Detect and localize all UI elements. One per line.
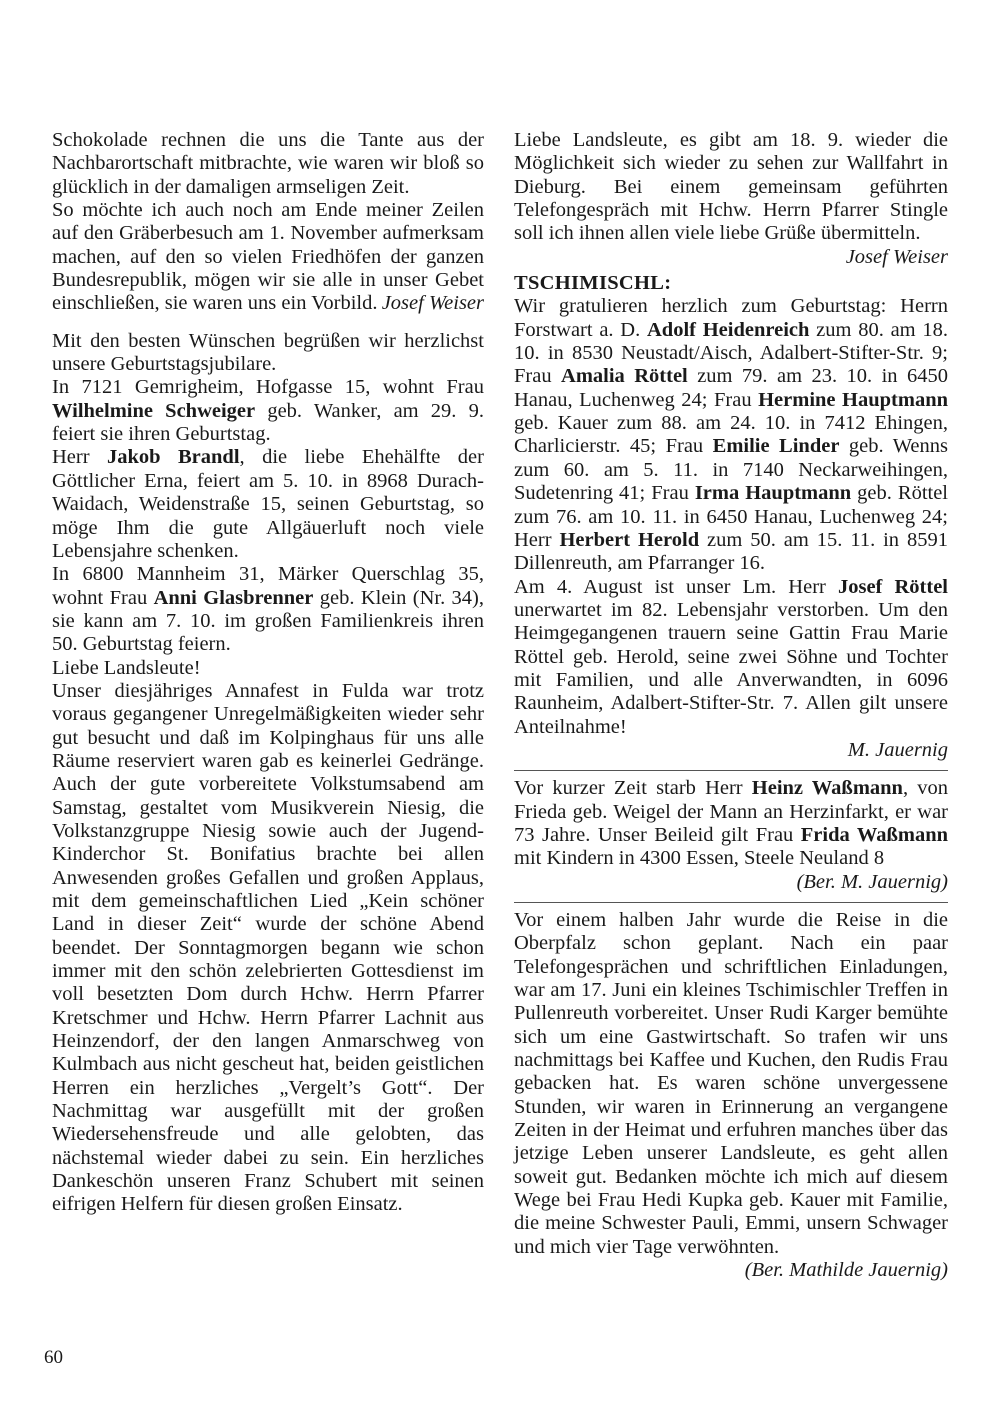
page-number: 60 [44, 1347, 63, 1368]
text-fragment: , die liebe Ehehälfte der Göttlicher Erna, feiert am 5. 10. in 8968 Durach-Waidach, Weidenstraße 15, seinen Geburtstag, so möge Ihm die gute Allgäuerluft noch viele Lebensjahre schenken. [52, 446, 484, 562]
text-fragment: Am 4. August ist unser Lm. Herr [514, 575, 838, 598]
paragraph-geburtstage-tschimischl [514, 295, 948, 575]
paragraph-schokolade: Schokolade rechnen die uns die Tante aus der Nachbarortschaft mitbrachte, wie waren wir bloß so glücklich in der damaligen armseligen Zeit. [52, 129, 484, 198]
text-fragment: Vor kurzer Zeit starb Herr [514, 777, 752, 800]
signature-josef-weiser-2: Josef Weiser [845, 245, 948, 268]
divider-rule [514, 902, 948, 903]
name-anni-glasbrenner: Anni Glasbrenner [153, 586, 314, 609]
text-fragment: geb. Klein (Nr. 34), sie kann am 7. 10. im großen Familienkreis ihren 50. Geburtstag feiern. [52, 586, 485, 656]
name-amalia-roettel: Amalia Röttel [561, 365, 688, 388]
text-fragment: In 6800 Mannheim 31, Märker Querschlag 35, wohnt Frau [52, 563, 484, 609]
paragraph-liebe-landsleute: Liebe Landsleute! [52, 656, 201, 679]
signature-m-jauernig: M. Jauernig [847, 738, 948, 761]
paragraph-gluckwuensche: Mit den besten Wünschen begrüßen wir herzlichst unsere Geburtstagsjubilare. [52, 329, 484, 376]
text-fragment: zum 79. am 23. 10. in 6450 Hanau, Luchenweg 24; Frau [514, 365, 948, 411]
name-wilhelmine-schweiger: Wilhelmine Schweiger [52, 399, 256, 422]
divider-rule [514, 770, 948, 771]
text-fragment: In 7121 Gemrigheim, Hofgasse 15, wohnt Frau [52, 376, 484, 399]
paragraph-graeberbesuch-text: So möchte ich auch noch am Ende meiner Zeilen auf den Gräberbesuch am 1. November aufmerksam machen, auf den so vielen Friedhöfen der ganzen Bundesrepublik, mögen wir sie alle in unser Gebet einschließen, sie waren uns ein Vorbild. [52, 199, 484, 315]
name-emilie-linder: Emilie Linder [712, 435, 840, 458]
text-fragment: , von Frieda geb. Weigel der Mann an Herzinfarkt, er war 73 Jahre. Unser Beileid gilt Frau [514, 777, 948, 846]
paragraph-brandl [52, 446, 484, 563]
paragraph-schweiger [52, 376, 484, 446]
text-fragment: mit Kindern in 4300 Essen, Steele Neuland 8 [514, 847, 885, 870]
paragraph-oberpfalz-reise: Vor einem halben Jahr wurde die Reise in die Oberpfalz schon geplant. Nach ein paar Telefongesprächen und schriftlichen Einladungen, war am 17. Juni ein kleines Tschimischler Treffen in Pullenreuth vorbereitet. Unser Rudi Karger bemühte sich um eine Gastwirtschaft. So trafen wir uns nachmittags bei Kaffee und Kuchen, den Rudis Frau gebacken hat. Es waren schöne unvergessene Stunden, wir waren in Erinnerung an vergangene Zeiten in der Heimat und erfuhren manches über das jetzige Leben unserer Landsleute, es geht allen soweit gut. Bedanken möchte ich mich auf diesem Wege bei Frau Hedi Kupka geb. Kauer mit Familie, die meine Schwester Pauli, Emmi, unsern Schwager und mich vier Tage verwöhnten. [514, 909, 948, 1258]
text-fragment: Herr [52, 446, 107, 469]
paragraph-heinz-wassmann [514, 777, 948, 894]
name-herbert-herold: Herbert Herold [559, 528, 700, 551]
left-column [52, 129, 484, 1217]
paragraph-graeberbesuch [52, 199, 484, 316]
name-hermine-hauptmann: Hermine Hauptmann [758, 388, 948, 411]
text-fragment: zum 80. am 18. 10. in 8530 Neustadt/Aisch, Adalbert-Stifter-Str. 9; Frau [514, 318, 949, 388]
paragraph-annafest: Unser diesjähriges Annafest in Fulda war trotz voraus gegangener Unregelmäßigkeiten wieder sehr gut besucht und daß im Kolpinghaus für uns alle Räume reserviert waren gab es keinerlei Gedränge. Auch der gute vorbereitete Volkstumsabend am Samstag, gestaltet vom Musikverein Niesig, die Volkstanzgruppe Niesig sowie auch der Jugend-Kinderchor St. Bonifatius brachte bei allen Anwesenden großes Gefallen und großen Applaus, mit dem gemeinschaftlichen Lied „Kein schöner Land in dieser Zeit“ wurde der schöne Abend beendet. Der Sonntagmorgen begann wie schon immer mit den schön zelebrierten Gottesdienst im voll besetzten Dom durch Hchw. Herrn Pfarrer Kretschmer und Hchw. Herrn Pfarrer Lachnit aus Heinzendorf, der den langen Anmarschweg von Kulmbach aus nicht gescheut hat, beiden geistlichen Herren ein herzliches „Vergelt’s Gott“. Der Nachmittag war ausgefüllt mit der großen Wiedersehensfreude und alle gelobten, das nächstemal wieder dabei zu sein. Ein herzliches Dankeschön unseren Franz Schubert mit seinen eifrigen Helfern für diesen großen Einsatz. [52, 679, 484, 1216]
paragraph-glasbrenner [52, 563, 484, 656]
name-josef-roettel: Josef Röttel [837, 575, 948, 598]
text-fragment: geb. Wanker, am 29. 9. feiert sie ihren Geburtstag. [52, 399, 484, 446]
text-fragment: zum 50. am 15. 11. in 8591 Dillenreuth, am Pfarranger 16. [514, 528, 948, 575]
right-column [514, 129, 948, 1283]
name-irma-hauptmann: Irma Hauptmann [694, 482, 852, 505]
name-jakob-brandl: Jakob Brandl [107, 446, 240, 469]
section-heading-tschimischl: TSCHIMISCHL: [514, 272, 672, 295]
text-fragment: Wir gratulieren herzlich zum Geburtstag: Herrn Forstwart a. D. [514, 295, 948, 341]
text-fragment: unerwartet im 82. Lebensjahr verstorben. Um den Heimgegangenen trauern seine Gattin Frau Marie Röttel geb. Herold, seine zwei Söhne und Tochter mit Familien, und alle Anverwandten, in 6096 Raunheim, Adalbert-Stifter-Str. 7. Allen gilt unsere Anteilnahme! [514, 598, 948, 738]
signature-ber-mathilde-jauernig: (Ber. Mathilde Jauernig) [744, 1259, 948, 1282]
paragraph-wallfahrt: Liebe Landsleute, es gibt am 18. 9. wieder die Möglichkeit sich wieder zu sehen zur Wallfahrt in Dieburg. Bei einem gemeinsam geführten Telefongespräch mit Hchw. Herrn Pfarrer Stingle soll ich ihnen allen viele liebe Grüße übermitteln. [514, 129, 948, 245]
text-fragment: geb. Röttel zum 76. am 10. 11. in 6450 Hanau, Luchenweg 24; Herr [514, 482, 949, 551]
paragraph-josef-roettel [514, 576, 948, 739]
text-fragment: geb. Wenns zum 60. am 5. 11. in 7140 Neckarweihingen, Sudetenring 41; Frau [514, 435, 948, 505]
name-adolf-heidenreich: Adolf Heidenreich [647, 318, 810, 341]
text-fragment: geb. Kauer zum 88. am 24. 10. in 7412 Ehingen, Charlicierstr. 45; Frau [514, 412, 948, 458]
signature-josef-weiser-1: Josef Weiser [381, 292, 484, 315]
signature-ber-m-jauernig: (Ber. M. Jauernig) [796, 870, 948, 893]
name-heinz-wassmann: Heinz Waßmann [751, 777, 903, 800]
name-frida-wassmann: Frida Waßmann [800, 823, 948, 846]
